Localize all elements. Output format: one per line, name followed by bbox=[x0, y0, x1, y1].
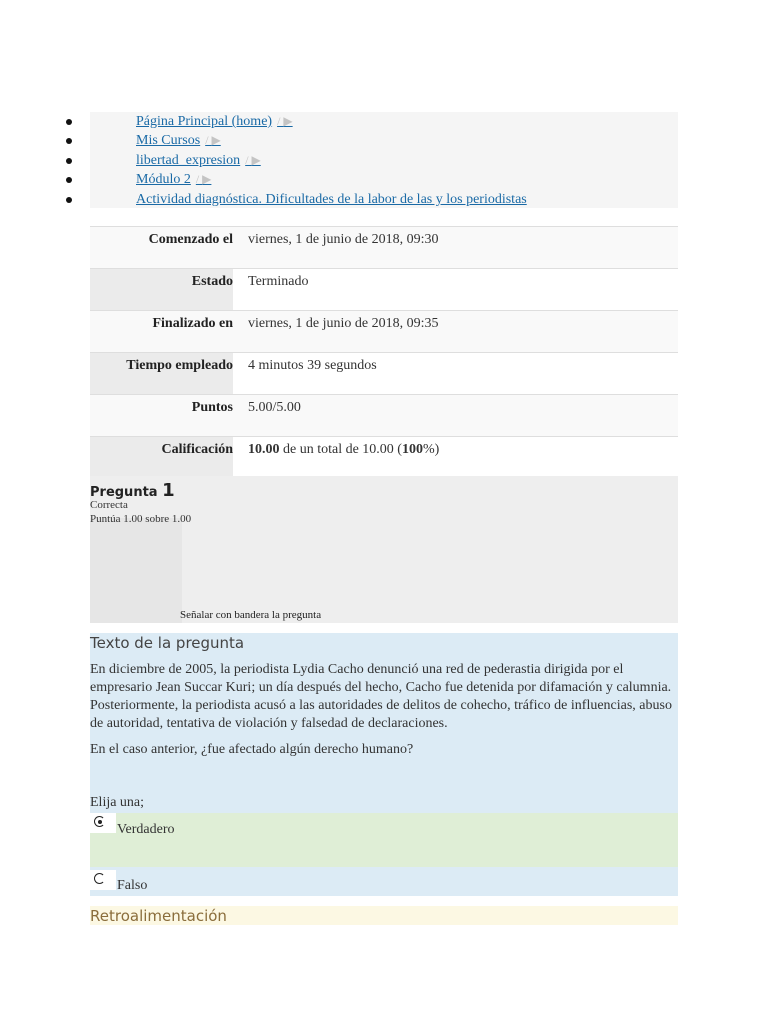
question-text-heading: Texto de la pregunta bbox=[90, 634, 245, 652]
flag-question-button[interactable]: Señalar con bandera la pregunta bbox=[180, 609, 322, 621]
grade-percent: 100 bbox=[401, 442, 423, 457]
breadcrumb-separator: / ▶ bbox=[205, 133, 221, 147]
question-text-prompt: En el caso anterior, ¿fue afectado algún derecho humano? bbox=[90, 742, 414, 757]
summary-value: 5.00/5.00 bbox=[248, 400, 301, 415]
summary-row-grade bbox=[90, 436, 678, 479]
breadcrumb-link-activity[interactable]: Actividad diagnóstica. Dificultades de la labor de las y los periodistas bbox=[136, 192, 527, 207]
bullet-icon bbox=[66, 119, 72, 125]
answer-label: Falso bbox=[117, 878, 148, 893]
summary-label: Puntos bbox=[191, 400, 233, 415]
breadcrumb-separator: / ▶ bbox=[195, 172, 212, 186]
summary-value: viernes, 1 de junio de 2018, 09:35 bbox=[248, 316, 439, 331]
summary-value: Terminado bbox=[248, 274, 309, 289]
feedback-section bbox=[90, 906, 678, 925]
summary-label: Estado bbox=[90, 269, 233, 310]
breadcrumb-item-my-courses bbox=[0, 131, 700, 150]
question-text-paragraph: En diciembre de 2005, la periodista Lydia Cacho denunció una red de pederastia dirigida por el empresario Jean Succar Kuri; un día después del hecho, Cacho fue detenida por difamación y calumnia. Posteriormente, la periodista acusó a las autoridades de delitos de cohecho, tráfico de influencias, abuso de autoridad, tentativa de violación y falsedad de declaraciones. bbox=[90, 662, 672, 731]
bullet-icon bbox=[66, 158, 72, 164]
answer-label: Verdadero bbox=[117, 822, 175, 837]
summary-label: Tiempo empleado bbox=[90, 353, 233, 394]
breadcrumb-separator: / ▶ bbox=[245, 153, 261, 167]
summary-value bbox=[248, 442, 439, 458]
breadcrumb-item-module bbox=[0, 170, 700, 189]
answer-option-false[interactable] bbox=[90, 867, 678, 896]
question-info-sidebar bbox=[90, 518, 182, 623]
answer-option-true[interactable] bbox=[90, 813, 678, 867]
radio-unselected-icon[interactable] bbox=[90, 870, 116, 890]
summary-value: viernes, 1 de junio de 2018, 09:30 bbox=[248, 232, 439, 247]
breadcrumb-link-home[interactable]: Página Principal (home) / ▶ bbox=[136, 114, 293, 129]
breadcrumb-separator: / ▶ bbox=[277, 114, 293, 128]
summary-row-time-taken bbox=[90, 352, 678, 394]
question-grade: Puntúa 1.00 sobre 1.00 bbox=[90, 513, 192, 525]
summary-row-points bbox=[90, 394, 678, 436]
breadcrumb-item-course bbox=[0, 151, 700, 170]
summary-label: Finalizado en bbox=[152, 316, 233, 331]
question-state: Correcta bbox=[90, 499, 128, 511]
bullet-icon bbox=[66, 138, 72, 144]
question-number: Pregunta 1 bbox=[90, 480, 175, 501]
bullet-icon bbox=[66, 197, 72, 203]
summary-label: Calificación bbox=[90, 437, 233, 478]
summary-label: Comenzado el bbox=[148, 232, 233, 247]
question-content bbox=[90, 633, 678, 896]
grade-score: 10.00 bbox=[248, 442, 280, 457]
summary-row-state bbox=[90, 268, 678, 310]
feedback-heading: Retroalimentación bbox=[90, 907, 227, 925]
summary-value: 4 minutos 39 segundos bbox=[248, 358, 377, 373]
breadcrumb-item-activity bbox=[0, 190, 700, 209]
radio-selected-icon[interactable] bbox=[90, 813, 116, 833]
grade-text: de un total de 10.00 ( bbox=[279, 442, 402, 457]
summary-row-finished bbox=[90, 310, 678, 352]
bullet-icon bbox=[66, 177, 72, 183]
breadcrumb-link-module[interactable]: Módulo 2 / ▶ bbox=[136, 172, 212, 187]
breadcrumb-link-course[interactable]: libertad_expresion / ▶ bbox=[136, 153, 261, 168]
answer-prompt: Elija una; bbox=[90, 795, 145, 810]
breadcrumb-item-home bbox=[0, 112, 700, 131]
summary-row-started bbox=[90, 226, 678, 268]
question-number-value: 1 bbox=[162, 480, 175, 501]
question-info bbox=[90, 476, 678, 623]
breadcrumb-link-my-courses[interactable]: Mis Cursos / ▶ bbox=[136, 133, 221, 148]
attempt-summary-table bbox=[90, 226, 678, 479]
grade-text-end: %) bbox=[422, 442, 440, 457]
